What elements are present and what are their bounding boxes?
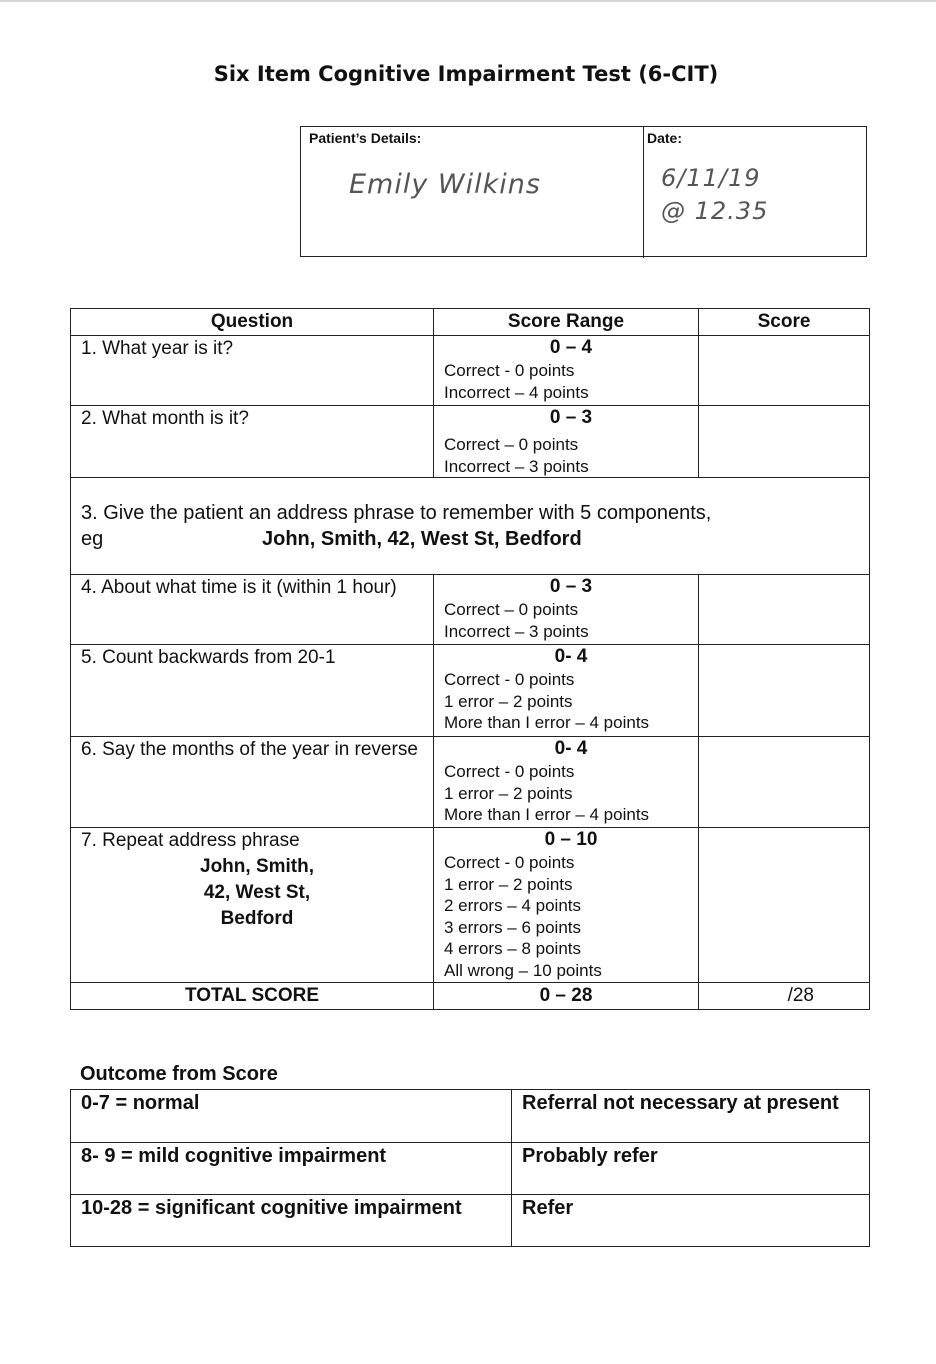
- patient-details-label: Patient’s Details:: [309, 130, 422, 146]
- option: Correct – 0 points: [444, 600, 579, 619]
- option: 3 errors – 6 points: [444, 917, 582, 937]
- patient-time: @ 12.35: [661, 197, 769, 225]
- score-cell-5[interactable]: [699, 645, 870, 737]
- outcome-action: Referral not necessary at present: [512, 1090, 870, 1143]
- address-line: 42, West St,: [203, 882, 311, 903]
- question-7: [71, 828, 434, 983]
- question-2: 2. What month is it?: [71, 406, 434, 478]
- option: 1 error – 2 points: [444, 691, 573, 711]
- patient-details-box: [300, 126, 867, 257]
- table-row: [71, 737, 870, 828]
- option: Correct - 0 points: [444, 853, 575, 872]
- question-3-text: 3. Give the patient an address phrase to remember with 5 components,: [81, 502, 712, 524]
- question-1: 1. What year is it?: [71, 336, 434, 406]
- option: 2 errors – 4 points: [444, 896, 582, 915]
- score-cell-7[interactable]: [699, 828, 870, 983]
- table-row: [71, 828, 870, 983]
- range-6: 0- 4: [554, 738, 588, 759]
- outcome-action: Refer: [512, 1195, 870, 1247]
- range-cell-4: [434, 575, 699, 645]
- table-header-row: [71, 309, 870, 336]
- page-top-border: [0, 0, 936, 2]
- total-score-value[interactable]: /28: [699, 983, 870, 1010]
- outcome-score: 0-7 = normal: [71, 1090, 512, 1143]
- table-row: [71, 645, 870, 737]
- range-7: 0 – 10: [544, 829, 598, 850]
- option: 1 error – 2 points: [444, 783, 573, 803]
- score-cell-1[interactable]: [699, 336, 870, 406]
- total-range: 0 – 28: [434, 983, 699, 1010]
- question-3: [71, 478, 870, 575]
- header-score-range: Score Range: [434, 309, 699, 336]
- outcome-score: 8- 9 = mild cognitive impairment: [71, 1143, 512, 1195]
- range-cell-5: [434, 645, 699, 737]
- outcome-table: [70, 1089, 870, 1247]
- score-cell-6[interactable]: [699, 737, 870, 828]
- range-1: 0 – 4: [549, 337, 593, 358]
- question-7-text: 7. Repeat address phrase: [81, 830, 300, 851]
- patient-box-divider: [643, 127, 644, 258]
- option: Incorrect – 3 points: [444, 621, 589, 641]
- option: 1 error – 2 points: [444, 874, 573, 894]
- table-row: [71, 478, 870, 575]
- table-row: [71, 575, 870, 645]
- outcome-action: Probably refer: [512, 1143, 870, 1195]
- range-cell-1: [434, 336, 699, 406]
- table-row: [71, 406, 870, 478]
- outcome-score: 10-28 = significant cognitive impairment: [71, 1195, 512, 1247]
- address-line: John, Smith,: [200, 856, 314, 877]
- test-questions-table: [70, 308, 870, 1010]
- outcome-row: [71, 1143, 870, 1195]
- option: 4 errors – 8 points: [444, 939, 582, 958]
- date-label: Date:: [647, 130, 683, 146]
- page-title: Six Item Cognitive Impairment Test (6-CIT): [213, 62, 719, 86]
- question-6: 6. Say the months of the year in reverse: [71, 737, 434, 828]
- option: Incorrect – 4 points: [444, 382, 589, 402]
- range-4: 0 – 3: [549, 576, 593, 597]
- total-row: [71, 983, 870, 1010]
- option: More than I error – 4 points: [444, 713, 650, 732]
- total-score-label: TOTAL SCORE: [71, 983, 434, 1010]
- range-cell-6: [434, 737, 699, 828]
- option: Correct - 0 points: [444, 762, 575, 781]
- patient-date: 6/11/19: [661, 164, 761, 192]
- score-cell-2[interactable]: [699, 406, 870, 478]
- table-row: [71, 336, 870, 406]
- option: More than I error – 4 points: [444, 805, 650, 824]
- address-line: Bedford: [220, 908, 294, 929]
- question-3-eg: eg: [81, 528, 104, 550]
- option: All wrong – 10 points: [444, 960, 602, 980]
- header-question: Question: [71, 309, 434, 336]
- option: Correct - 0 points: [444, 361, 575, 380]
- outcome-row: [71, 1090, 870, 1143]
- range-2: 0 – 3: [549, 407, 593, 428]
- option: Correct - 0 points: [444, 670, 575, 689]
- range-cell-7: [434, 828, 699, 983]
- outcome-row: [71, 1195, 870, 1247]
- header-score: Score: [699, 309, 870, 336]
- score-cell-4[interactable]: [699, 575, 870, 645]
- outcome-title: Outcome from Score: [80, 1063, 278, 1085]
- question-5: 5. Count backwards from 20-1: [71, 645, 434, 737]
- range-cell-2: [434, 406, 699, 478]
- address-phrase: John, Smith, 42, West St, Bedford: [262, 528, 582, 550]
- question-4: 4. About what time is it (within 1 hour): [71, 575, 434, 645]
- option: Correct – 0 points: [444, 435, 579, 454]
- option: Incorrect – 3 points: [444, 456, 589, 476]
- patient-name: Emily Wilkins: [349, 169, 541, 200]
- range-5: 0- 4: [554, 646, 588, 667]
